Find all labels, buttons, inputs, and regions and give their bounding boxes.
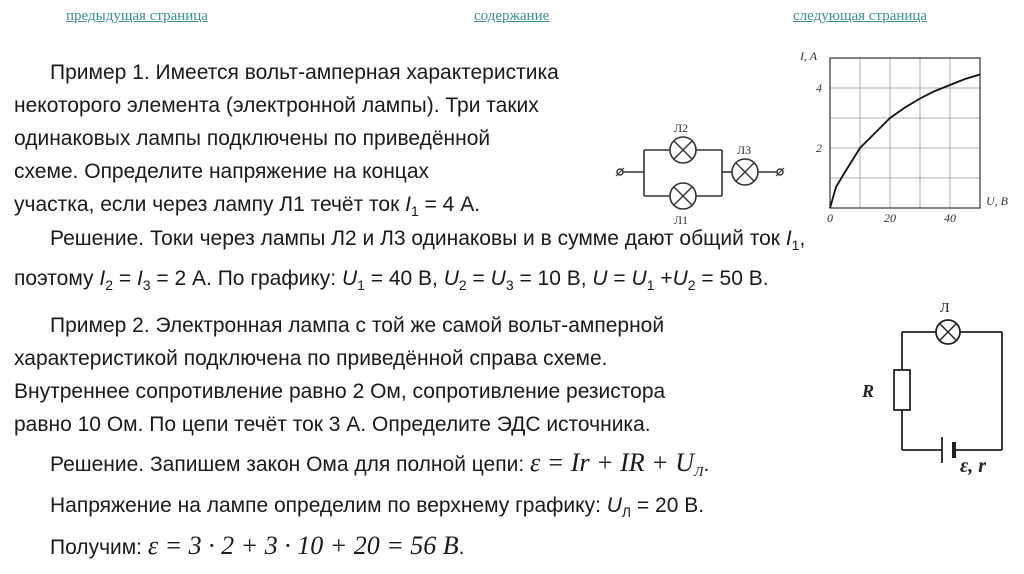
- resistor-label: R: [862, 381, 875, 401]
- example1-line1: Пример 1. Имеется вольт-амперная характеристика: [50, 61, 559, 84]
- x-tick-label: 40: [944, 211, 956, 225]
- contents-link[interactable]: содержание: [474, 8, 550, 24]
- y-tick-label: 2: [816, 141, 822, 155]
- label-l1: Л3: [737, 143, 752, 157]
- circuit-diagram-2: [850, 292, 1020, 482]
- circuit-diagram-1: [612, 112, 792, 232]
- lamp-l2: [670, 137, 696, 163]
- example1-line3: одинаковых лампы подключены по приведённой: [14, 127, 491, 150]
- x-axis-label: U, B: [986, 194, 1008, 208]
- solution1-line2: поэтому $I_2 = I_3 = 2$ А. По графику: $U_1 = 40$ В, $U_2 = U_3 = 10$ В, $U = U_1 +U_2 = 50$ В.: [14, 267, 769, 294]
- example1-line2: некоторого элемента (электронной лампы). Три таких: [14, 94, 539, 117]
- label-l3: Л1: [674, 213, 689, 227]
- example1-text: [14, 56, 694, 228]
- x-tick-label: 0: [827, 211, 833, 225]
- lamp-l1: [732, 159, 758, 185]
- lamp: [936, 320, 960, 344]
- solution1-line1: Решение. Токи через лампы Л2 и Л3 одинаковы и в сумме дают общий ток $I_1$,: [50, 227, 806, 254]
- battery-source: [942, 437, 954, 463]
- resistor: [894, 370, 910, 410]
- example2-line4: равно 10 Ом. По цепи течёт ток 3 А. Определите ЭДС источника.: [14, 413, 651, 436]
- example2-line1: Пример 2. Электронная лампа с той же самой вольт-амперной: [50, 314, 665, 337]
- example2-text: [14, 309, 844, 441]
- plot-frame: [830, 58, 980, 208]
- prev-page-link[interactable]: предыдущая страница: [66, 8, 208, 24]
- x-tick-label: 20: [884, 211, 896, 225]
- example2-line2: характеристикой подключена по приведённой справа схеме.: [14, 347, 608, 370]
- next-page-link[interactable]: следующая страница: [793, 8, 928, 24]
- solution2-line3: Получим: ε = 3 · 2 + 3 · 10 + 20 = 56 В.: [50, 531, 465, 561]
- lamp-label: Л: [940, 301, 950, 316]
- example1-line4: схеме. Определите напряжение на концах: [14, 160, 429, 183]
- iv-curve: [830, 75, 980, 209]
- y-tick-label: 4: [816, 81, 822, 95]
- example1-solution: [14, 222, 1014, 302]
- solution2-line2: Напряжение на лампе определим по верхнему графику: $U_Л = 20$ В.: [50, 494, 705, 521]
- example1-line5: участка, если через лампу Л1 течёт ток $I_1 = 4$ А.: [14, 193, 481, 220]
- lamp-l3: [670, 183, 696, 209]
- y-axis-label: I, A: [800, 49, 818, 63]
- iv-chart: [785, 40, 1020, 225]
- label-l2: Л2: [674, 121, 689, 135]
- solution2-line1: Решение. Запишем закон Ома для полной цепи: ε = Ir + IR + $U_Л$.: [50, 448, 710, 481]
- example2-solution: [14, 446, 914, 564]
- example2-line3: Внутреннее сопротивление равно 2 Ом, сопротивление резистора: [14, 380, 666, 403]
- source-label: ε, r: [960, 455, 986, 477]
